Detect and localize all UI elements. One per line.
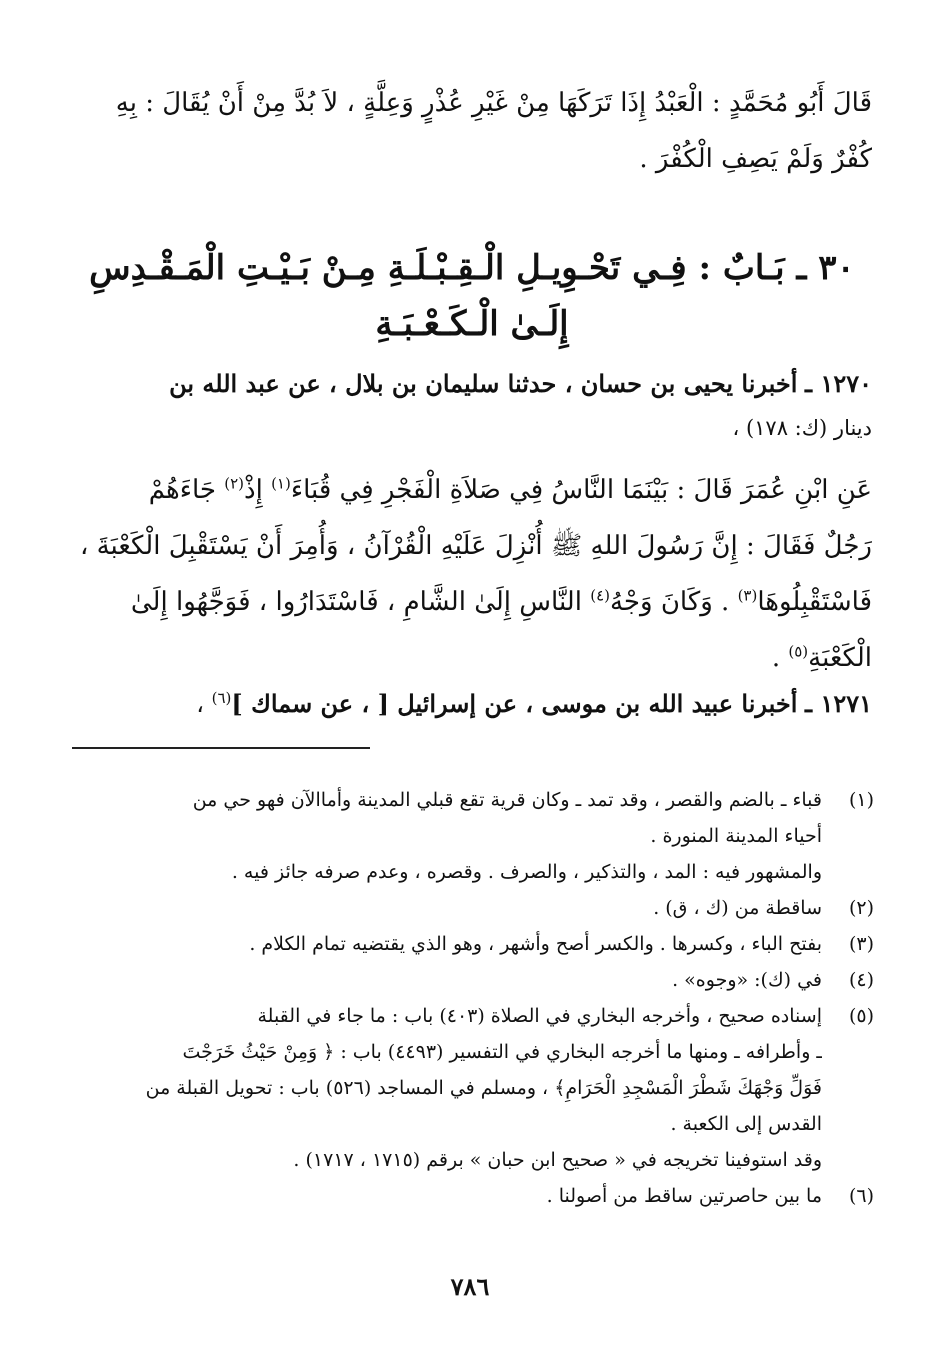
opening-line-1: قَالَ أَبُو مُحَمَّدٍ : الْعَبْدُ إِذَا تَرَكَهَا مِنْ غَيْرِ عُذْرٍ وَعِلَّةٍ ، لاَ بُدَّ مِنْ أَنْ يُقَالَ : بِهِ: [115, 88, 872, 118]
footnote-body: [68, 998, 822, 1142]
footnote-5: [68, 998, 874, 1142]
footnote-line: ساقطة من (ك ، ق) .: [653, 897, 822, 919]
matn-line-1-part-a: عَنِ ابْنِ عُمَرَ قَالَ : بَيْنَمَا النَّاسُ فِي صَلاَةِ الْفَجْرِ فِي قُبَاءَ: [290, 475, 872, 505]
footnote-6: [68, 1178, 874, 1214]
footnote-body: [68, 962, 822, 998]
matn-line-2: رَجُلٌ فَقَالَ : إِنَّ رَسُولَ اللهِ ﷺ أُنْزِلَ عَلَيْهِ الْقُرْآنُ ، وَأُمِرَ أَنْ يَسْتَقْبِلَ الْكَعْبَةَ ،: [79, 531, 872, 561]
footnote-body: [68, 1178, 822, 1214]
matn-line-4-part-b: .: [771, 643, 789, 673]
footnote-1-extra: والمشهور فيه : المد ، والتذكير ، والصرف . وقصره ، وعدم صرفه جائز فيه .: [231, 861, 822, 883]
matn-line-4-part-a: الْكَعْبَةِ: [808, 643, 872, 673]
hadith-1270-isnad-text: أخبرنا يحيى بن حسان ، حدثنا سليمان بن بلال ، عن عبد الله بن: [169, 369, 798, 398]
hadith-1270-isnad: [72, 362, 872, 450]
footnote-1: [68, 782, 874, 854]
footnote-5-extra: وقد استوفينا تخريجه في « صحيح ابن حبان » برقم (١٧١٥ ، ١٧١٧) .: [293, 1149, 822, 1171]
footnote-ref-4[interactable]: (٤): [590, 586, 610, 605]
chapter-heading: [72, 240, 872, 352]
footnote-number: (٥): [848, 1005, 874, 1027]
opening-paragraph: [72, 75, 872, 187]
hadith-1270-number: ١٢٧٠ ـ: [805, 369, 872, 398]
hadith-1270-matn: [72, 462, 872, 686]
matn-line-4: [72, 630, 872, 686]
footnote-line: قباء ـ بالضم والقصر ، وقد تمد ـ وكان قرية تقع قبلي المدينة وأماالآن فهو حي من: [192, 789, 822, 811]
page-number: ٧٨٦: [450, 1272, 490, 1301]
footnote-ref-3[interactable]: (٣): [737, 586, 758, 605]
hadith-1271-text-end: ،: [196, 690, 212, 718]
footnote-line: القدس إلى الكعبة .: [670, 1113, 822, 1135]
hadith-1271-number: ١٢٧١ ـ: [805, 689, 872, 718]
hadith-1270-isnad-line-1: [72, 362, 872, 406]
matn-line-1-part-b: إِذْ: [243, 475, 272, 505]
footnote-ref-5[interactable]: (٥): [788, 642, 809, 661]
hadith-1271-line: [72, 682, 872, 726]
hadith-1271: [72, 682, 872, 726]
footnote-body: [68, 890, 822, 926]
footnote-number: (٣): [848, 933, 874, 955]
footnote-number: (٤): [848, 969, 874, 991]
footnote-line: أحياء المدينة المنورة .: [650, 825, 822, 847]
footnote-separator: [72, 747, 370, 749]
footnote-line: بفتح الباء ، وكسرها . والكسر أصح وأشهر ، وهو الذي يقتضيه تمام الكلام .: [249, 933, 822, 955]
footnote-number: (١): [848, 789, 874, 811]
footnote-line: فَوَلِّ وَجْهَكَ شَطْرَ الْمَسْجِدِ الْحَرَامِ﴾ ، ومسلم في المساجد (٥٢٦) باب : تحويل القبلة من: [145, 1077, 822, 1099]
matn-line-3-part-b: . وَكَانَ وَجْهُ: [609, 587, 738, 617]
footnote-ref-2[interactable]: (٢): [224, 474, 244, 493]
footnote-body: [68, 926, 822, 962]
footnote-number: (٢): [848, 897, 874, 919]
footnote-3: [68, 926, 874, 962]
hadith-1271-text: أخبرنا عبيد الله بن موسى ، عن إسرائيل [ ، عن سماك ]: [231, 689, 798, 718]
chapter-heading-line-2: إِلَـىٰ الْـكَـعْـبَـةِ: [375, 304, 569, 344]
footnote-line: إسناده صحيح ، وأخرجه البخاري في الصلاة (٤٠٣) باب : ما جاء في القبلة: [257, 1005, 822, 1027]
footnote-number: (٦): [848, 1185, 874, 1207]
footnote-line: ما بين حاصرتين ساقط من أصولنا .: [546, 1185, 822, 1207]
matn-line-1: [72, 462, 872, 518]
matn-line-3-part-c: النَّاسِ إِلَىٰ الشَّامِ ، فَاسْتَدَارُوا ، فَوَجَّهُوا إِلَىٰ: [130, 587, 591, 617]
footnotes: [68, 782, 874, 1214]
opening-line-2: كُفْرٌ وَلَمْ يَصِفِ الْكُفْرَ .: [639, 144, 872, 174]
footnote-ref-6[interactable]: (٦): [211, 689, 232, 707]
chapter-heading-line-1: ٣٠ ـ بَـابٌ : فِـي تَحْـوِيـلِ الْـقِـبْـلَـةِ مِـنْ بَـيْـتِ الْمَـقْـدِسِ: [89, 248, 855, 288]
matn-line-1-part-c: جَاءَهُمْ: [148, 475, 225, 505]
footnote-ref-1[interactable]: (١): [271, 474, 291, 493]
hadith-1270-isnad-line-2: دينار (ك: ١٧٨) ،: [732, 416, 872, 440]
footnote-body: [68, 782, 822, 854]
matn-line-3: [72, 574, 872, 630]
footnote-line: ـ وأطرافه ـ ومنها ما أخرجه البخاري في التفسير (٤٤٩٣) باب : ﴿ وَمِنْ حَيْثُ خَرَجْتَ: [182, 1041, 822, 1063]
matn-line-3-part-a: فَاسْتَقْبِلُوهَا: [757, 587, 872, 617]
footnote-4: [68, 962, 874, 998]
footnote-2: [68, 890, 874, 926]
footnote-line: في (ك): «وجوه» .: [672, 969, 822, 991]
